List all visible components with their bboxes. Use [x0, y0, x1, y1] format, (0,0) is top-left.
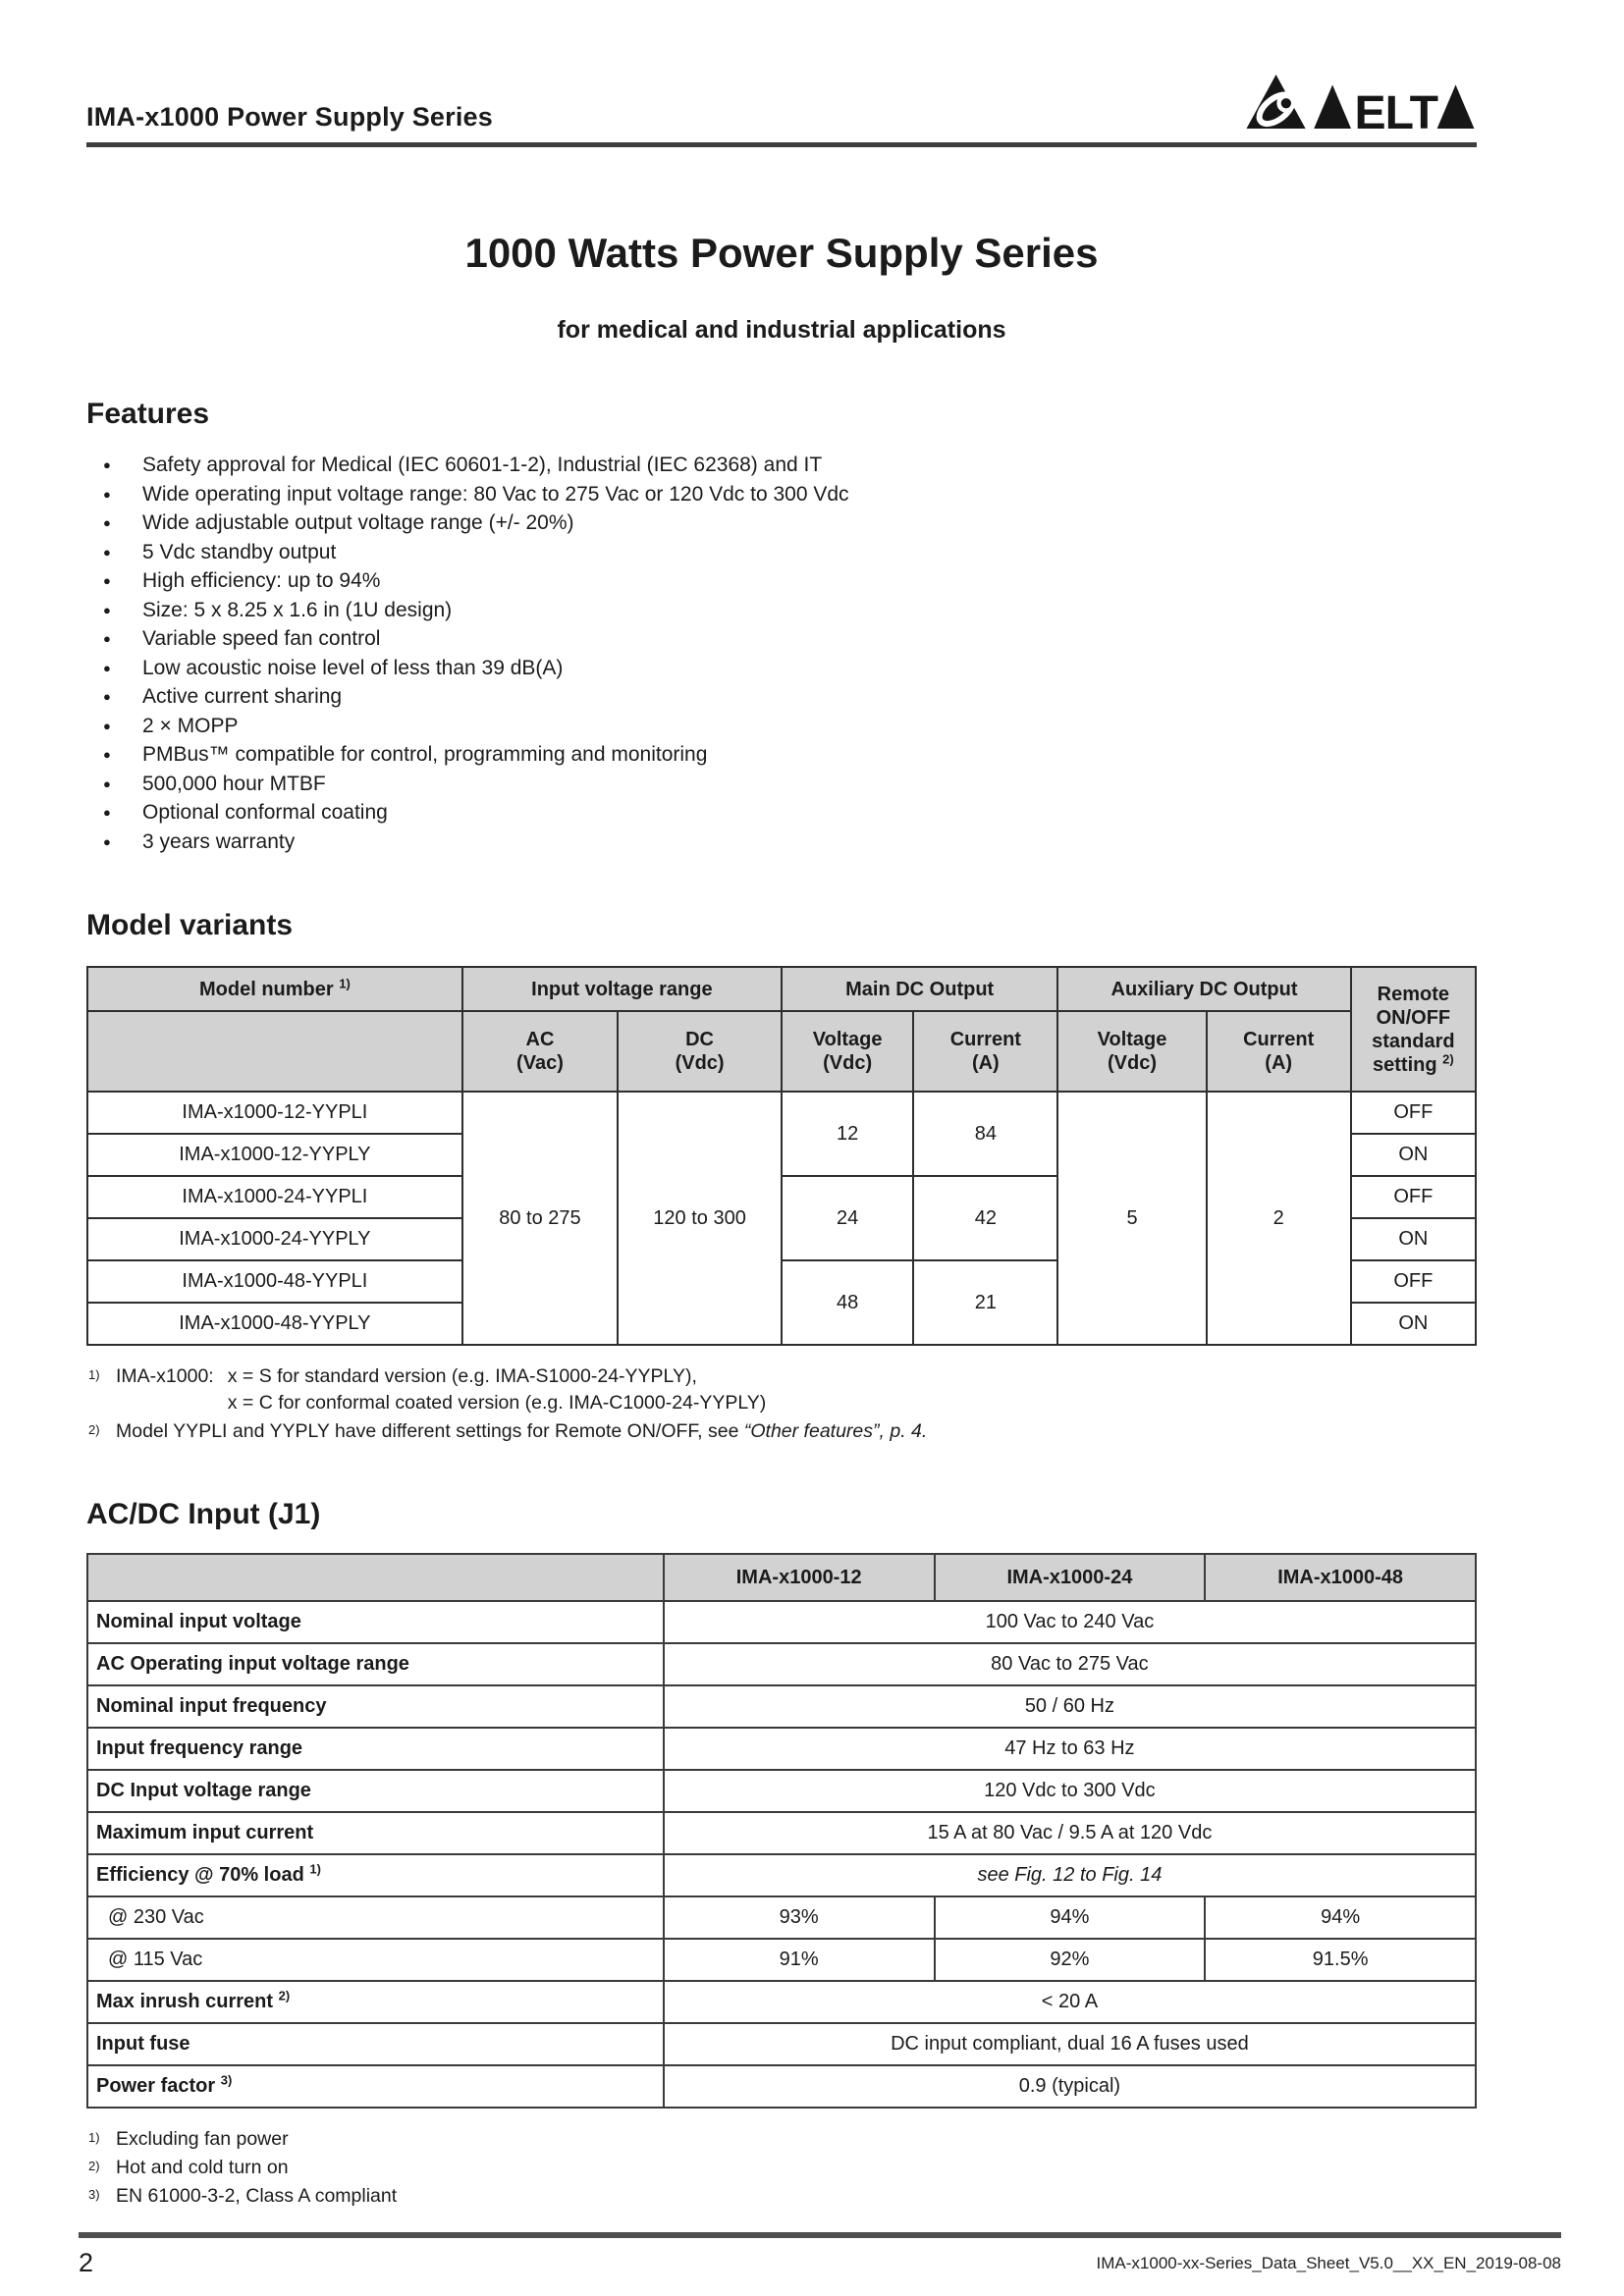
row-value: 94%	[1205, 1896, 1476, 1939]
row-label: Nominal input frequency	[87, 1685, 664, 1728]
header-line: Current	[1243, 1029, 1315, 1050]
row-label-text: Power factor	[96, 2075, 216, 2097]
row-value: 80 Vac to 275 Vac	[664, 1643, 1476, 1685]
row-label	[87, 1854, 664, 1896]
empty-header-cell	[87, 1011, 462, 1092]
features-heading: Features	[86, 398, 210, 430]
footnote-line: Model YYPLI and YYPLY have different settings for Remote ON/OFF, see	[116, 1420, 744, 1442]
row-value: DC input compliant, dual 16 A fuses used	[664, 2023, 1476, 2065]
footnote	[86, 1418, 1477, 1445]
model-number-cell: IMA-x1000-48-YYPLY	[87, 1303, 462, 1345]
main-current-cell: 42	[913, 1176, 1057, 1260]
main-current-header	[913, 1011, 1057, 1092]
model-number-cell: IMA-x1000-48-YYPLI	[87, 1260, 462, 1303]
footnote	[86, 1363, 1477, 1416]
main-dc-header: Main DC Output	[782, 967, 1057, 1011]
row-label: Input frequency range	[87, 1728, 664, 1770]
feature-item: ● Wide operating input voltage range: 80 Vac to 275 Vac or 120 Vdc to 300 Vdc	[86, 480, 1477, 509]
feature-item: ● Wide adjustable output voltage range (+/- 20%)	[86, 508, 1477, 538]
feature-item: ● 5 Vdc standby output	[86, 538, 1477, 567]
header-unit: (A)	[1265, 1052, 1293, 1074]
model-number-cell: IMA-x1000-24-YYPLI	[87, 1176, 462, 1218]
footnote-marker: 1)	[309, 1861, 321, 1877]
feature-item: ● Variable speed fan control	[86, 624, 1477, 654]
acdc-input-heading: AC/DC Input (J1)	[86, 1498, 321, 1530]
footnote-marker: 2)	[88, 2159, 100, 2173]
features-list	[86, 451, 1477, 856]
row-value: 15 A at 80 Vac / 9.5 A at 120 Vdc	[664, 1812, 1476, 1854]
row-value: 0.9 (typical)	[664, 2065, 1476, 2108]
feature-item: ● Size: 5 x 8.25 x 1.6 in (1U design)	[86, 596, 1477, 625]
row-label: Maximum input current	[87, 1812, 664, 1854]
feature-item: ● Active current sharing	[86, 682, 1477, 712]
footnote-text: Hot and cold turn on	[116, 2157, 289, 2178]
table-row	[87, 1728, 1476, 1770]
aux-dc-header: Auxiliary DC Output	[1057, 967, 1350, 1011]
delta-logo-icon	[1219, 71, 1477, 133]
model-number-cell: IMA-x1000-24-YYPLY	[87, 1218, 462, 1260]
footnote-marker: 2)	[278, 1988, 291, 2003]
page-title: 1000 Watts Power Supply Series	[464, 230, 1099, 276]
footnote-text	[116, 1418, 927, 1445]
table-row	[87, 1092, 1476, 1134]
header-line: DC	[685, 1029, 714, 1050]
footnote-reference: “Other features”, p. 4.	[743, 1420, 928, 1442]
header-line	[1352, 1050, 1475, 1077]
header-line: ON/OFF	[1376, 1006, 1451, 1029]
remote-setting-cell: OFF	[1351, 1092, 1476, 1134]
footer-row	[79, 2248, 1561, 2278]
row-value: 50 / 60 Hz	[664, 1685, 1476, 1728]
empty-header-cell	[87, 1554, 664, 1601]
footnote-marker: 3)	[88, 2187, 100, 2202]
table-row	[87, 1981, 1476, 2023]
row-value: 93%	[664, 1896, 935, 1939]
footnote-line: x = C for conformal coated version (e.g. IMA-C1000-24-YYPLY)	[227, 1392, 767, 1414]
footnote-marker: 2)	[1442, 1050, 1454, 1066]
row-label: @ 230 Vac	[87, 1896, 664, 1939]
document-reference: IMA-x1000-xx-Series_Data_Sheet_V5.0__XX_EN_2019-08-08	[1096, 2254, 1561, 2272]
header-line: Current	[949, 1029, 1021, 1050]
model-number-cell: IMA-x1000-12-YYPLI	[87, 1092, 462, 1134]
document-title: IMA-x1000 Power Supply Series	[86, 102, 493, 132]
footnote-marker: 1)	[339, 975, 351, 990]
remote-setting-cell: ON	[1351, 1218, 1476, 1260]
feature-item: ● High efficiency: up to 94%	[86, 566, 1477, 596]
footnote	[86, 2183, 1477, 2210]
header-line: Voltage	[812, 1029, 883, 1050]
footnote-lines	[228, 1363, 767, 1416]
footnote	[86, 2126, 1477, 2153]
column-header: IMA-x1000-48	[1205, 1554, 1476, 1601]
table-subheader-row	[87, 1011, 1476, 1092]
page-subtitle: for medical and industrial applications	[557, 316, 1006, 344]
footnote-marker: 2)	[88, 1422, 100, 1437]
header-line: standard	[1372, 1030, 1455, 1052]
footnote-label: IMA-x1000:	[116, 1365, 214, 1387]
row-value: 100 Vac to 240 Vac	[664, 1601, 1476, 1643]
main-voltage-header	[782, 1011, 913, 1092]
row-label-text: Efficiency @ 70% load	[96, 1864, 304, 1886]
header-line: Voltage	[1097, 1029, 1167, 1050]
feature-item: ● Optional conformal coating	[86, 798, 1477, 828]
acdc-footnotes	[86, 2126, 1477, 2210]
row-value: < 20 A	[664, 1981, 1476, 2023]
remote-setting-cell: ON	[1351, 1134, 1476, 1176]
aux-voltage-cell: 5	[1057, 1092, 1206, 1345]
row-label-text: Max inrush current	[96, 1991, 274, 2012]
header-unit: (A)	[971, 1052, 1000, 1074]
column-header: IMA-x1000-12	[664, 1554, 935, 1601]
footnote	[86, 2155, 1477, 2181]
model-number-cell: IMA-x1000-12-YYPLY	[87, 1134, 462, 1176]
page-header	[86, 0, 1477, 147]
table-row	[87, 1643, 1476, 1685]
table-row	[87, 1939, 1476, 1981]
column-header: IMA-x1000-24	[935, 1554, 1206, 1601]
header-unit: (Vdc)	[823, 1052, 873, 1074]
table-header-row	[87, 967, 1476, 1011]
row-label: DC Input voltage range	[87, 1770, 664, 1812]
table-row	[87, 1812, 1476, 1854]
aux-voltage-header	[1057, 1011, 1206, 1092]
row-label: Input fuse	[87, 2023, 664, 2065]
feature-item: ● PMBus™ compatible for control, programming and monitoring	[86, 740, 1477, 770]
footer-rule	[79, 2232, 1561, 2238]
input-voltage-header: Input voltage range	[462, 967, 782, 1011]
remote-setting-cell: ON	[1351, 1303, 1476, 1345]
table-row	[87, 1854, 1476, 1896]
main-voltage-cell: 48	[782, 1260, 913, 1345]
table-header-row	[87, 1554, 1476, 1601]
brand-letters: ELT	[1354, 85, 1438, 133]
feature-item: ● 500,000 hour MTBF	[86, 770, 1477, 799]
aux-current-header	[1207, 1011, 1351, 1092]
feature-item: ● Low acoustic noise level of less than 39 dB(A)	[86, 654, 1477, 683]
brand-logo	[1219, 71, 1477, 133]
footnote-marker: 1)	[88, 2130, 100, 2145]
main-voltage-cell: 12	[782, 1092, 913, 1176]
table-row	[87, 2023, 1476, 2065]
main-current-cell: 21	[913, 1260, 1057, 1345]
row-value: 92%	[935, 1939, 1206, 1981]
remote-setting-cell: OFF	[1351, 1176, 1476, 1218]
model-variants-heading: Model variants	[86, 909, 294, 941]
header-line: Remote	[1377, 983, 1450, 1005]
row-label	[87, 1981, 664, 2023]
table-row	[87, 1601, 1476, 1643]
acdc-input-table	[86, 1553, 1477, 2109]
feature-item: ● 2 × MOPP	[86, 712, 1477, 741]
model-variants-table	[86, 966, 1477, 1346]
row-value: 47 Hz to 63 Hz	[664, 1728, 1476, 1770]
aux-current-cell: 2	[1207, 1092, 1351, 1345]
model-number-header	[87, 967, 462, 1011]
footnote-marker: 1)	[88, 1367, 100, 1382]
row-label: Nominal input voltage	[87, 1601, 664, 1643]
row-label	[87, 2065, 664, 2108]
page-footer	[79, 2232, 1561, 2278]
table-row	[87, 1685, 1476, 1728]
main-current-cell: 84	[913, 1092, 1057, 1176]
ac-header	[462, 1011, 618, 1092]
footnote-marker: 3)	[220, 2072, 233, 2088]
dc-header	[618, 1011, 782, 1092]
footnote-text: Excluding fan power	[116, 2128, 289, 2150]
header-unit: (Vac)	[516, 1052, 564, 1074]
row-value: 120 Vdc to 300 Vdc	[664, 1770, 1476, 1812]
row-value: 91%	[664, 1939, 935, 1981]
remote-setting-header	[1351, 967, 1476, 1092]
table-row	[87, 1896, 1476, 1939]
dc-range-cell: 120 to 300	[618, 1092, 782, 1345]
row-value: see Fig. 12 to Fig. 14	[664, 1854, 1476, 1896]
header-label: setting	[1373, 1053, 1437, 1076]
feature-item: ● Safety approval for Medical (IEC 60601-1-2), Industrial (IEC 62368) and IT	[86, 451, 1477, 480]
row-label: AC Operating input voltage range	[87, 1643, 664, 1685]
footnote-line: x = S for standard version (e.g. IMA-S1000-24-YYPLY),	[227, 1365, 697, 1387]
header-label: Model number	[198, 978, 334, 1000]
header-line: AC	[525, 1029, 555, 1050]
remote-setting-cell: OFF	[1351, 1260, 1476, 1303]
row-value: 91.5%	[1205, 1939, 1476, 1981]
page-number: 2	[79, 2248, 94, 2277]
header-unit: (Vdc)	[675, 1052, 725, 1074]
table-row	[87, 2065, 1476, 2108]
feature-item: ● 3 years warranty	[86, 828, 1477, 857]
row-value: 94%	[935, 1896, 1206, 1939]
main-voltage-cell: 24	[782, 1176, 913, 1260]
model-variants-footnotes	[86, 1363, 1477, 1445]
table-row	[87, 1770, 1476, 1812]
footnote-text: EN 61000-3-2, Class A compliant	[116, 2185, 398, 2207]
ac-range-cell: 80 to 275	[462, 1092, 618, 1345]
header-unit: (Vdc)	[1108, 1052, 1157, 1074]
row-label: @ 115 Vac	[87, 1939, 664, 1981]
